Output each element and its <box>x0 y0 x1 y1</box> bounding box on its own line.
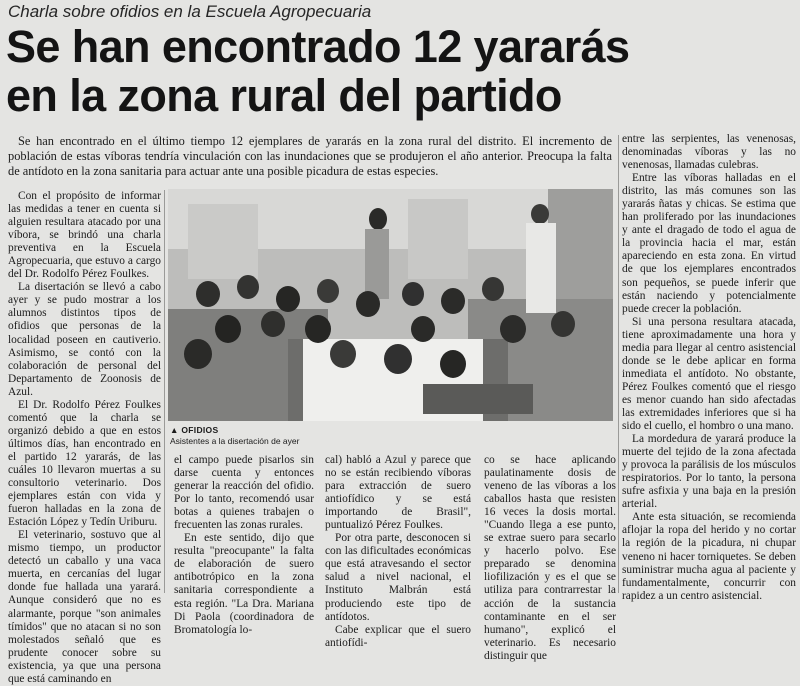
paragraph: el campo puede pisarlos sin darse cuenta y entonces generar la reacción del ofidio. Por lo tanto, recomendó usar botas a quienes trabajen o frecuenten las zonas rurales. <box>174 454 314 532</box>
photo-caption-label: ▲ OFIDIOS <box>170 425 219 435</box>
kicker: Charla sobre ofidios en la Escuela Agropecuaria <box>8 2 372 21</box>
paragraph: Por otra parte, desconocen si con las dificultades económicas que está atravesando el sector salud a nivel nacional, el Instituto Malbrán está produciendo este tipo de antídotos. <box>325 532 471 623</box>
body-column-4 <box>484 454 616 662</box>
body-column-1 <box>8 190 161 685</box>
headline-line-2: en la zona rural del partido <box>6 70 562 121</box>
paragraph: El Dr. Rodolfo Pérez Foulkes comentó que la charla se organizó debido a que en estos últimos días, han encontrado en el partido 12 yararás, de las cuáles 10 llevaron muertas a su consultorio veterinario. Dos ejemplares están con vida y fueron halladas en la zona de Estación López y Tedín Uriburu. <box>8 398 161 529</box>
headline-line-1: Se han encontrado 12 yararás <box>6 21 630 72</box>
paragraph: Cabe explicar que el suero antiofídi- <box>325 623 471 649</box>
column-divider <box>164 190 165 593</box>
body-column-2 <box>174 454 314 636</box>
paragraph: En este sentido, dijo que resulta "preocupante" la falta de elaboración de suero antibotrópico en la zona sanitaria correspondiente a esta región. "La Dra. Mariana Di Paola (coordinadora de Bromatología lo- <box>174 532 314 636</box>
paragraph: La mordedura de yarará produce la muerte del tejido de la zona afectada y provoca la parálisis de los músculos respiratorios. Por lo tanto, la persona sufre asfixia y una baja en la presión arterial. <box>622 433 796 511</box>
photo-caption: Asistentes a la disertación de ayer <box>170 436 300 446</box>
lead-paragraph: Se han encontrado en el último tiempo 12 ejemplares de yararás en la zona rural del distrito. El incremento de población de estas víboras tendría vinculación con las inundaciones que se produjeron el año anterior. Preocupa la falta de antídoto en la zona sanitaria para actuar ante una posible picadura de estas especies. <box>8 134 612 179</box>
paragraph: entre las serpientes, las venenosas, denominadas víboras y las no venenosas, llamadas culebras. <box>622 133 796 172</box>
paragraph: Si una persona resultara atacada, tiene aproximadamente una hora y media para llegar al centro asistencial donde se le debe aplicar en forma inmediata el antídoto. No obstante, Pérez Foulkes comentó que el riesgo es menor cuando han sido afectadas las extremidades inferiores que si ha sido el cuello, el hombro o una mano. <box>622 315 796 433</box>
paragraph: co se hace aplicando paulatinamente dosis de veneno de las víboras a los caballos hasta que resisten 16 veces la dosis mortal. "Cuando llega a ese punto, se extrae suero para secarlo y hacerlo polvo. Ese preparado se denomina liofilización y es el que se utiliza para contrarrestar la acción de la sustancia contaminante en el ser humano", explicó el veterinario. Es necesario distinguir que <box>484 454 616 662</box>
headline <box>6 22 766 120</box>
body-column-3 <box>325 454 471 649</box>
body-column-right <box>622 133 796 602</box>
column-divider <box>618 135 619 593</box>
article-photo <box>168 189 613 421</box>
paragraph: cal) habló a Azul y parece que no se están recibiendo víboras para extracción de suero antiofídico y se está importando de Brasil", puntualizó Pérez Foulkes. <box>325 454 471 532</box>
students-audience-photo <box>168 189 613 421</box>
paragraph: La disertación se llevó a cabo ayer y se pudo mostrar a los alumnos distintos tipos de ofidios que personas de la localidad poseen en cautiverio. Asimismo, se contó con la colaboración de personal del Departamento de Zoonosis de Azul. <box>8 281 161 398</box>
paragraph: Ante esta situación, se recomienda aflojar la ropa del herido y no cortar la región de la picadura, ni chupar veneno ni hacer torniquetes. Se deben suministrar mucha agua al paciente y fundamentalmente, concurrir con rapidez a un centro asistencial. <box>622 511 796 602</box>
paragraph: Con el propósito de informar las medidas a tener en cuenta si alguien resultara atacado por una víbora, se brindó una charla preventiva en la Escuela Agropecuaria, que estuvo a cargo del Dr. Rodolfo Pérez Foulkes. <box>8 190 161 281</box>
paragraph: El veterinario, sostuvo que al mismo tiempo, un productor detectó un caballo y una vaca muerta, en cercanías del lugar donde fue hallada una yarará. Aunque consideró que no es alarmante, porque "son animales tímidos" que no atacan si no son molestados señaló que es prudente conocer sobre su existencia, ya que una persona que está caminando en <box>8 529 161 685</box>
paragraph: Entre las víboras halladas en el distrito, las más comunes son las yararás ñatas y chicas. Se estima que han proliferado por las inundaciones y ante el dragado de todo el agua de la provincia hacia el mar, están apareciendo en esta zona. En virtud de que los ejemplares encontrados son pequeños, se puede inferir que están naciendo y potencialmente puede crecer la población. <box>622 172 796 315</box>
